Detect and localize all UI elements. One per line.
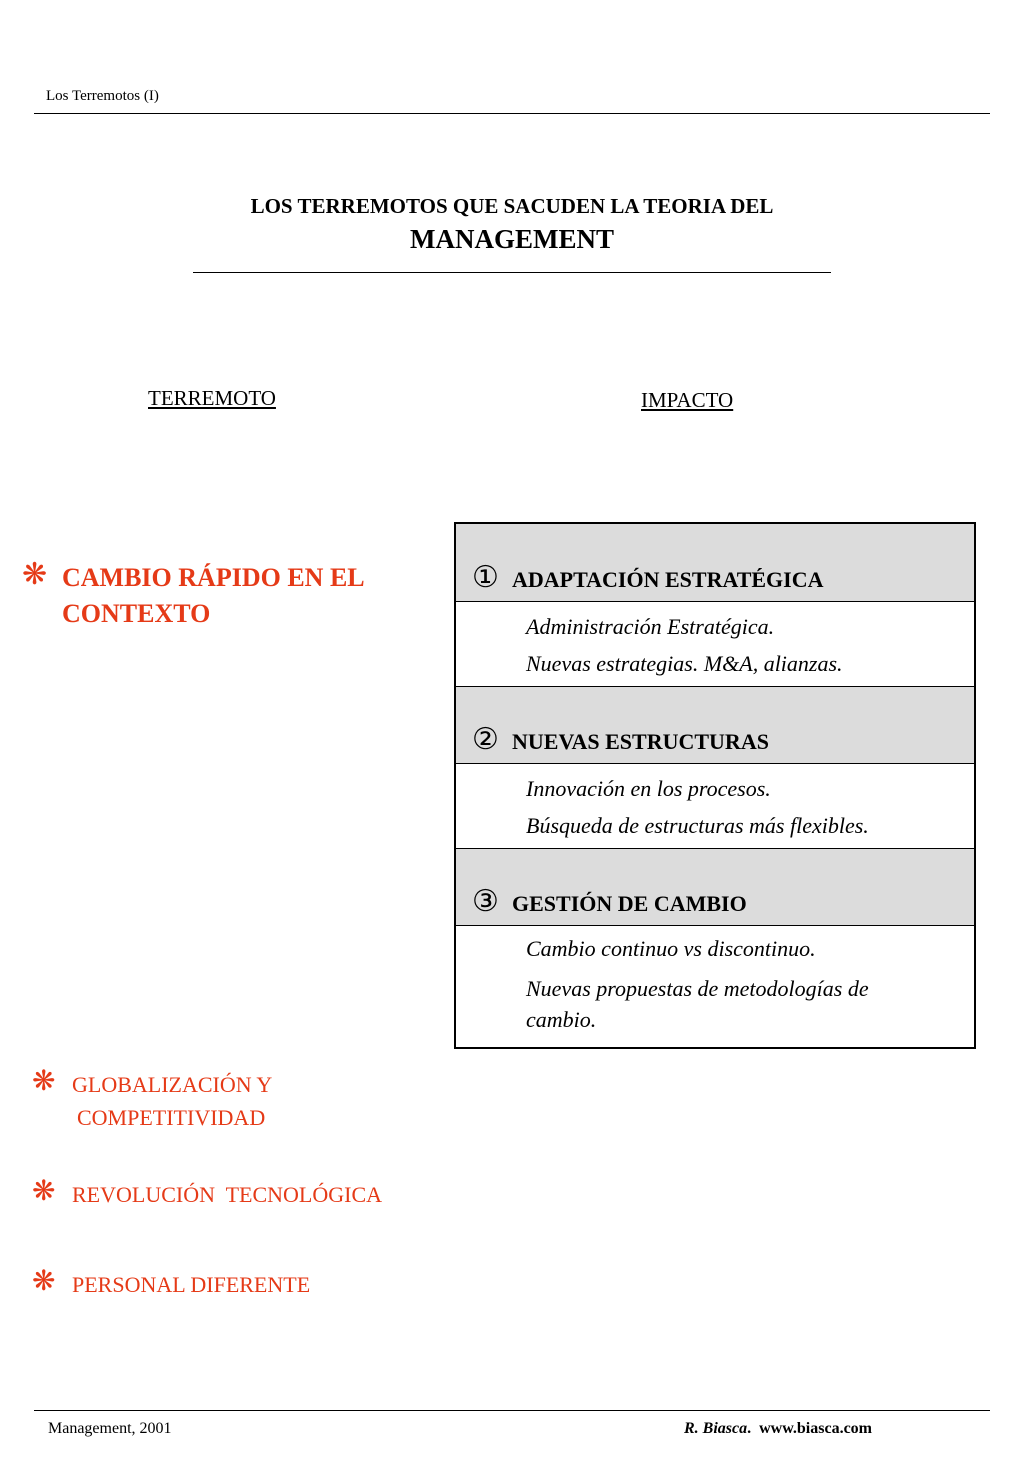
footer-right: [684, 1420, 872, 1438]
column-heading-impacto: IMPACTO: [641, 388, 734, 412]
terremoto-label-line2: CONTEXTO: [62, 599, 211, 628]
footer-left: Management, 2001: [48, 1420, 172, 1437]
impacto-section-header: [456, 686, 974, 764]
star-bullet-icon: ❋: [22, 558, 48, 591]
terremoto-label: REVOLUCIÓN TECNOLÓGICA: [72, 1182, 383, 1207]
title-underline: [193, 272, 831, 273]
page-title-line1: LOS TERREMOTOS QUE SACUDEN LA TEORIA DEL: [250, 194, 774, 218]
impacto-item: Búsqueda de estructuras más flexibles.: [526, 813, 869, 838]
terremoto-label: PERSONAL DIFERENTE: [72, 1272, 311, 1297]
impacto-section-header: [456, 848, 974, 926]
column-heading-terremoto: TERREMOTO: [148, 386, 276, 410]
star-bullet-icon: ❋: [32, 1176, 56, 1207]
terremoto-label-line2: COMPETITIVIDAD: [77, 1105, 266, 1130]
terremoto-item: [32, 1178, 382, 1211]
terremoto-item: [32, 1068, 402, 1134]
terremoto-label-line1: GLOBALIZACIÓN Y: [72, 1072, 273, 1097]
circled-number-one: ①: [472, 561, 499, 594]
page-title-line2: MANAGEMENT: [410, 224, 614, 254]
footer-website: www.biasca.com: [759, 1420, 873, 1437]
circled-number-two: ②: [472, 723, 499, 756]
impacto-section-title: ADAPTACIÓN ESTRATÉGICA: [512, 567, 824, 592]
star-bullet-icon: ❋: [32, 1266, 56, 1297]
impacto-section-body: [456, 602, 974, 686]
terremoto-label-line1: CAMBIO RÁPIDO EN EL: [62, 563, 365, 592]
terremoto-label: [62, 560, 442, 632]
impacto-item: Cambio continuo vs discontinuo.: [526, 936, 816, 961]
header-rule: [34, 113, 990, 114]
footer-rule: [34, 1410, 990, 1411]
impacto-section-title: NUEVAS ESTRUCTURAS: [512, 729, 769, 754]
impacto-section-body: [456, 926, 974, 1035]
terremoto-item: [32, 1268, 310, 1301]
impacto-item: Administración Estratégica.: [526, 614, 775, 639]
impacto-item: Nuevas propuestas de metodologías de cambio.: [526, 976, 869, 1032]
star-bullet-icon: ❋: [32, 1066, 56, 1097]
circled-number-three: ③: [472, 885, 499, 918]
impacto-item: Nuevas estrategias. M&A, alianzas.: [526, 651, 843, 676]
footer-separator: .: [747, 1420, 752, 1437]
footer-author: R. Biasca: [684, 1420, 748, 1437]
terremoto-label: [72, 1068, 402, 1134]
terremoto-item: [22, 560, 442, 632]
impacto-section-title: GESTIÓN DE CAMBIO: [512, 891, 747, 916]
running-header: Los Terremotos (I): [46, 88, 159, 104]
impacto-section-body: [456, 764, 974, 848]
impacto-table: [454, 522, 976, 1049]
impacto-section-header: [456, 524, 974, 602]
impacto-item: Innovación en los procesos.: [526, 776, 771, 801]
